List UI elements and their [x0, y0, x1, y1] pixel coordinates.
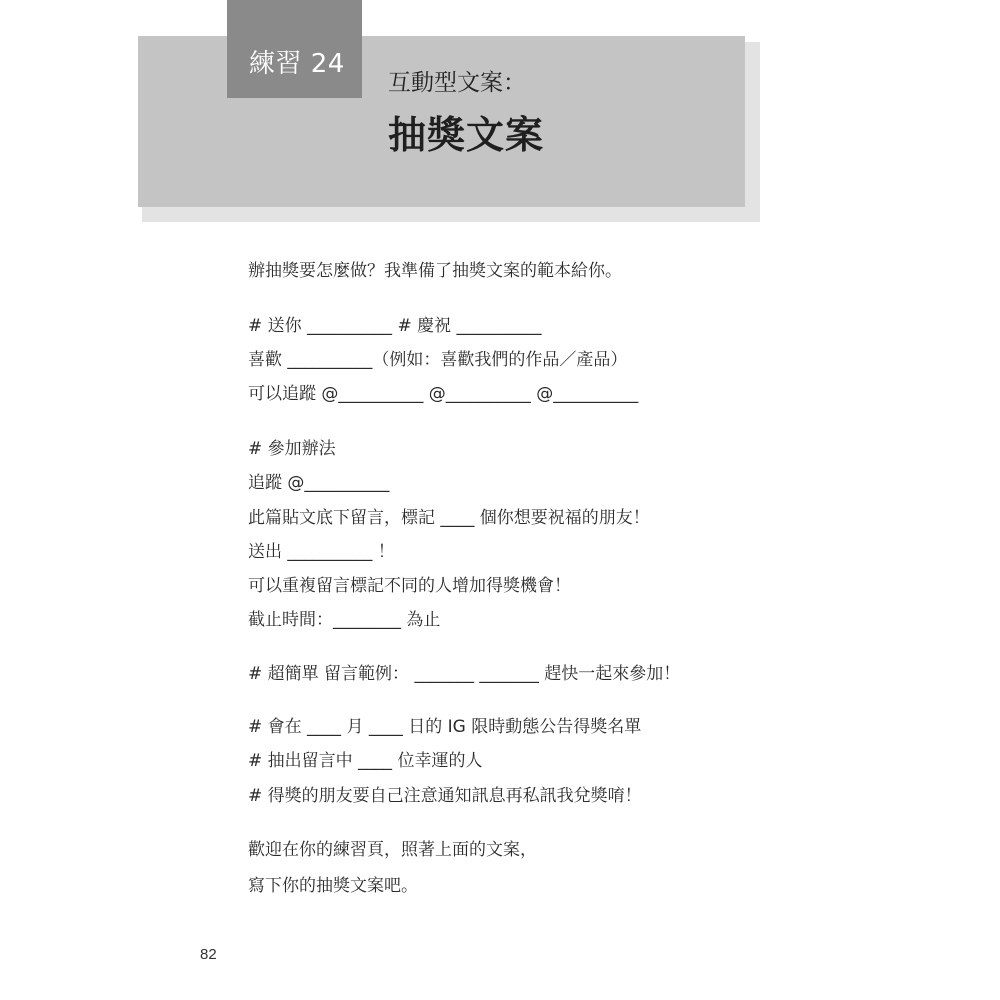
closing-line: 寫下你的抽獎文案吧。: [248, 876, 418, 896]
closing-line: 歡迎在你的練習頁，照著上面的文案，: [248, 840, 537, 860]
template-line: 此篇貼文底下留言，標記 ____ 個你想要祝福的朋友！: [248, 508, 650, 528]
intro-line: 辦抽獎要怎麼做？我準備了抽獎文案的範本給你。: [248, 261, 622, 281]
template-line: # 會在 ____ 月 ____ 日的 IG 限時動態公告得獎名單: [248, 717, 642, 737]
template-line: # 得獎的朋友要自己注意通知訊息再私訊我兌獎唷！: [248, 786, 642, 806]
exercise-tag: 練習 24: [227, 0, 362, 98]
template-line: 可以追蹤 @__________ @__________ @__________: [248, 384, 639, 404]
header-subtitle: 互動型文案：: [388, 70, 526, 96]
template-line: 送出 __________ ！: [248, 542, 395, 562]
template-line: 截止時間：________ 為止: [248, 610, 441, 630]
template-line: 可以重複留言標記不同的人增加得獎機會！: [248, 576, 571, 596]
template-line: # 抽出留言中 ____ 位幸運的人: [248, 751, 483, 771]
template-line: 追蹤 @__________: [248, 473, 390, 493]
template-line: # 參加辦法: [248, 439, 336, 459]
template-line: # 送你 __________ # 慶祝 __________: [248, 316, 542, 336]
page-title: 抽獎文案: [388, 113, 545, 157]
template-line: # 超簡單 留言範例： _______ _______ 趕快一起來參加！: [248, 664, 681, 684]
template-line: 喜歡 __________（例如：喜歡我們的作品／產品）: [248, 350, 628, 370]
page-number: 82: [200, 946, 217, 963]
